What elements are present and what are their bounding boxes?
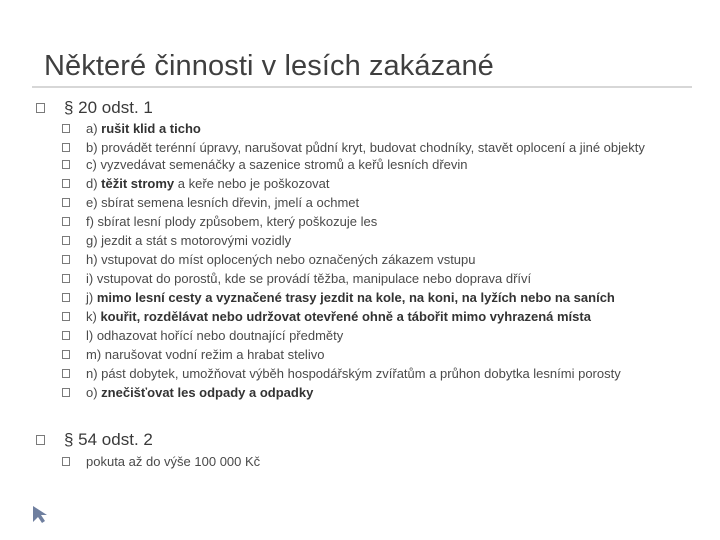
square-bullet-icon: [62, 143, 70, 152]
square-bullet-icon: [62, 217, 70, 226]
list-item-text: [86, 328, 706, 343]
list-item-text: [86, 252, 706, 267]
text-run: i) vstupovat do porostů, kde se provádí těžba, manipulace nebo doprava dříví: [86, 271, 532, 286]
bold-text: rušit klid a ticho: [101, 121, 201, 136]
text-run: c) vyzvedávat semenáčky a sazenice stromů a keřů lesních dřevin: [86, 157, 468, 172]
list-item: [62, 121, 706, 136]
square-bullet-icon: [62, 179, 70, 188]
list-item-text: [86, 271, 706, 286]
list-item-text: [86, 140, 706, 155]
list-item-text: [86, 157, 706, 172]
list-item: [62, 271, 706, 286]
text-run: j): [86, 290, 97, 305]
list-item: [62, 309, 706, 324]
text-run: g) jezdit a stát s motorovými vozidly: [86, 233, 292, 248]
text-run: o): [86, 385, 102, 400]
slide-nav-icon[interactable]: [30, 504, 50, 524]
section-1-list: [62, 121, 706, 404]
square-bullet-icon: [62, 274, 70, 283]
list-item: [62, 454, 706, 469]
title-divider: [32, 86, 692, 88]
section-2-list: [62, 454, 706, 469]
text-run: m) narušovat vodní režim a hrabat stelivo: [86, 347, 325, 362]
list-item-text: [86, 233, 706, 248]
list-item-text: [86, 347, 706, 362]
list-item: [62, 214, 706, 229]
square-bullet-icon: [62, 388, 70, 397]
text-run: e) sbírat semena lesních dřevin, jmelí a ochmet: [86, 195, 360, 210]
list-item: [62, 176, 706, 191]
square-bullet-icon: [62, 457, 70, 466]
list-item: [62, 366, 706, 381]
list-item: [62, 233, 706, 248]
square-bullet-icon: [62, 331, 70, 340]
list-item: [62, 252, 706, 267]
list-item-text: [86, 454, 706, 469]
list-item-text: [86, 385, 706, 400]
square-bullet-icon: [62, 255, 70, 264]
square-bullet-icon: [62, 350, 70, 359]
text-run: h) vstupovat do míst oplocených nebo označených zákazem vstupu: [86, 252, 476, 267]
list-item-text: [86, 214, 706, 229]
list-item-text: [86, 290, 706, 305]
square-bullet-icon: [62, 369, 70, 378]
text-run: pokuta až do výše 100 000 Kč: [86, 454, 261, 469]
bold-text: kouřit, rozdělávat nebo udržovat otevřené ohně a tábořit mimo vyhrazená místa: [100, 309, 591, 324]
list-item-text: [86, 121, 706, 136]
text-run: d): [86, 176, 102, 191]
list-item: [62, 385, 706, 400]
text-run: k): [86, 309, 101, 324]
section-heading-text: § 54 odst. 2: [64, 430, 153, 449]
list-item: [62, 290, 706, 305]
list-item-text: [86, 309, 706, 324]
square-bullet-icon: [36, 435, 45, 445]
text-run: n) pást dobytek, umožňovat výběh hospodářským zvířatům a průhon dobytka lesními porosty: [86, 366, 621, 381]
section-heading-text: § 20 odst. 1: [64, 98, 153, 117]
text-run: b) provádět terénní úpravy, narušovat půdní kryt, budovat chodníky, stavět oplocení a jiné objekty: [86, 140, 645, 155]
bold-text: těžit stromy: [101, 176, 175, 191]
square-bullet-icon: [62, 312, 70, 321]
list-item: [62, 157, 706, 172]
square-bullet-icon: [62, 293, 70, 302]
list-item-text: [86, 176, 706, 191]
bold-text: znečišťovat les odpady a odpadky: [101, 385, 314, 400]
text-run: l) odhazovat hořící nebo doutnající předměty: [86, 328, 344, 343]
slide-title: Některé činnosti v lesích zakázané: [44, 50, 494, 82]
list-item-text: [86, 366, 706, 381]
list-item-text: [86, 195, 706, 210]
text-run: a): [86, 121, 102, 136]
square-bullet-icon: [62, 124, 70, 133]
list-item: [62, 195, 706, 210]
bold-text: mimo lesní cesty a vyznačené trasy jezdit na kole, na koni, na lyžích nebo na saních: [96, 290, 615, 305]
square-bullet-icon: [62, 236, 70, 245]
list-item: [62, 347, 706, 362]
square-bullet-icon: [62, 160, 70, 169]
square-bullet-icon: [36, 103, 45, 113]
text-run: a keře nebo je poškozovat: [174, 176, 330, 191]
square-bullet-icon: [62, 198, 70, 207]
list-item: [62, 328, 706, 343]
list-item: [62, 140, 706, 155]
text-run: f) sbírat lesní plody způsobem, který poškozuje les: [86, 214, 378, 229]
